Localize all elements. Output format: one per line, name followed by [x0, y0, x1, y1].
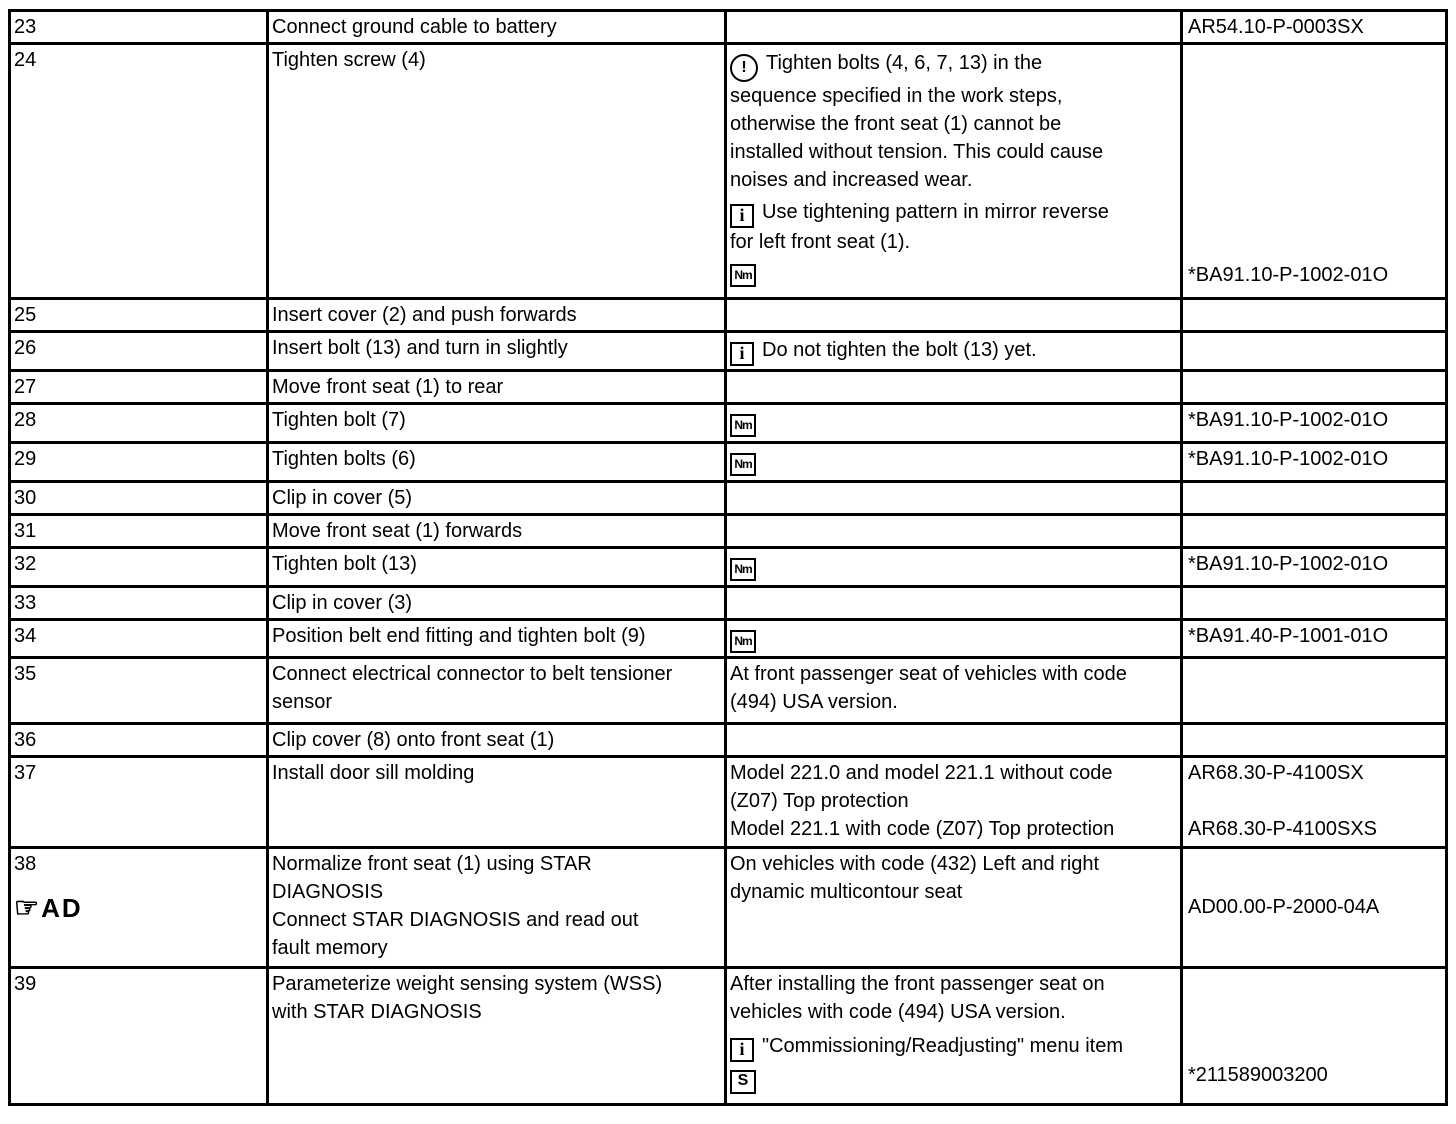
operation: Clip in cover (5)	[268, 482, 726, 515]
step-number: 28	[10, 404, 268, 443]
step-number: 39	[10, 968, 268, 1105]
reference	[1182, 371, 1447, 404]
operation: Tighten screw (4)	[268, 44, 726, 299]
operation: Tighten bolt (13)	[268, 548, 726, 587]
operation: Tighten bolts (6)	[268, 443, 726, 482]
step-number: 36	[10, 724, 268, 757]
note: ! Tighten bolts (4, 6, 7, 13) in the sequence specified in the work steps, otherwise the front seat (1) cannot be installed without tension. This could cause noises and increased wear. i Use tightening pattern in mirror reverse for left front seat (1). Nm	[726, 44, 1182, 299]
step-number: 33	[10, 587, 268, 620]
reference	[1182, 658, 1447, 724]
note	[726, 371, 1182, 404]
note: Model 221.0 and model 221.1 without code (Z07) Top protection Model 221.1 with code (Z07) Top protection	[726, 757, 1182, 848]
note	[726, 404, 1182, 443]
step-number: 31	[10, 515, 268, 548]
step-number: 23	[10, 11, 268, 44]
operation: Parameterize weight sensing system (WSS) with STAR DIAGNOSIS	[268, 968, 726, 1105]
reference: *BA91.10-P-1002-01O	[1182, 443, 1447, 482]
reference	[1182, 332, 1447, 371]
step-number: 29	[10, 443, 268, 482]
table-row	[10, 658, 1447, 724]
reference	[1182, 482, 1447, 515]
torque-icon[interactable]: Nm	[730, 453, 756, 476]
torque-icon[interactable]: Nm	[730, 264, 756, 287]
operation: Move front seat (1) to rear	[268, 371, 726, 404]
operation: Move front seat (1) forwards	[268, 515, 726, 548]
step-number: 32	[10, 548, 268, 587]
reference	[1182, 515, 1447, 548]
note	[726, 482, 1182, 515]
operation: Install door sill molding	[268, 757, 726, 848]
note	[726, 515, 1182, 548]
note	[726, 587, 1182, 620]
reference: *BA91.40-P-1001-01O	[1182, 620, 1447, 658]
reference	[1182, 299, 1447, 332]
step-number: 34	[10, 620, 268, 658]
operation: Normalize front seat (1) using STAR DIAGNOSIS Connect STAR DIAGNOSIS and read out fault memory	[268, 848, 726, 968]
step-number: 35	[10, 658, 268, 724]
step-number: 37	[10, 757, 268, 848]
torque-icon[interactable]: Nm	[730, 630, 756, 653]
table-row	[10, 11, 1447, 44]
ad-label: AD	[41, 893, 83, 923]
torque-icon[interactable]: Nm	[730, 414, 756, 437]
torque-icon[interactable]: Nm	[730, 558, 756, 581]
reference: AR68.30-P-4100SX AR68.30-P-4100SXS	[1182, 757, 1447, 848]
table-row	[10, 757, 1447, 848]
note: On vehicles with code (432) Left and right dynamic multicontour seat	[726, 848, 1182, 968]
reference: *BA91.10-P-1002-01O	[1182, 44, 1447, 299]
note	[726, 620, 1182, 658]
table-row	[10, 332, 1447, 371]
table-row	[10, 587, 1447, 620]
note: i Do not tighten the bolt (13) yet.	[726, 332, 1182, 371]
table-row	[10, 443, 1447, 482]
ad-badge	[14, 894, 263, 922]
reference: AR54.10-P-0003SX	[1182, 11, 1447, 44]
reference: *BA91.10-P-1002-01O	[1182, 404, 1447, 443]
reference	[1182, 724, 1447, 757]
operation: Clip in cover (3)	[268, 587, 726, 620]
table-row	[10, 371, 1447, 404]
step-number: 24	[10, 44, 268, 299]
note	[726, 11, 1182, 44]
procedure-sheet	[8, 9, 1445, 1110]
note	[726, 724, 1182, 757]
reference: *BA91.10-P-1002-01O	[1182, 548, 1447, 587]
info-icon: i	[730, 342, 754, 366]
operation: Insert bolt (13) and turn in slightly	[268, 332, 726, 371]
table-row	[10, 482, 1447, 515]
operation: Tighten bolt (7)	[268, 404, 726, 443]
table-row	[10, 44, 1447, 299]
special-tool-icon[interactable]: S	[730, 1070, 756, 1094]
pointing-hand-icon: ☞	[14, 892, 40, 923]
operation: Insert cover (2) and push forwards	[268, 299, 726, 332]
note	[726, 443, 1182, 482]
table-row	[10, 404, 1447, 443]
note: After installing the front passenger seat on vehicles with code (494) USA version. i "Commissioning/Readjusting" menu item S	[726, 968, 1182, 1105]
table-row	[10, 548, 1447, 587]
operation: Connect electrical connector to belt tensioner sensor	[268, 658, 726, 724]
table-row	[10, 299, 1447, 332]
note	[726, 548, 1182, 587]
note	[726, 299, 1182, 332]
table-row	[10, 724, 1447, 757]
step-number: 38 ☞ AD	[10, 848, 268, 968]
step-number: 30	[10, 482, 268, 515]
warning-icon: !	[730, 54, 758, 82]
step-number: 26	[10, 332, 268, 371]
table-row	[10, 515, 1447, 548]
info-icon: i	[730, 1038, 754, 1062]
reference: AD00.00-P-2000-04A	[1182, 848, 1447, 968]
info-icon: i	[730, 204, 754, 228]
operation: Connect ground cable to battery	[268, 11, 726, 44]
reference: *211589003200	[1182, 968, 1447, 1105]
procedure-table	[8, 9, 1448, 1106]
step-number: 25	[10, 299, 268, 332]
table-row	[10, 968, 1447, 1105]
operation: Position belt end fitting and tighten bolt (9)	[268, 620, 726, 658]
step-number: 27	[10, 371, 268, 404]
operation: Clip cover (8) onto front seat (1)	[268, 724, 726, 757]
note: At front passenger seat of vehicles with code (494) USA version.	[726, 658, 1182, 724]
table-row	[10, 848, 1447, 968]
reference	[1182, 587, 1447, 620]
table-row	[10, 620, 1447, 658]
